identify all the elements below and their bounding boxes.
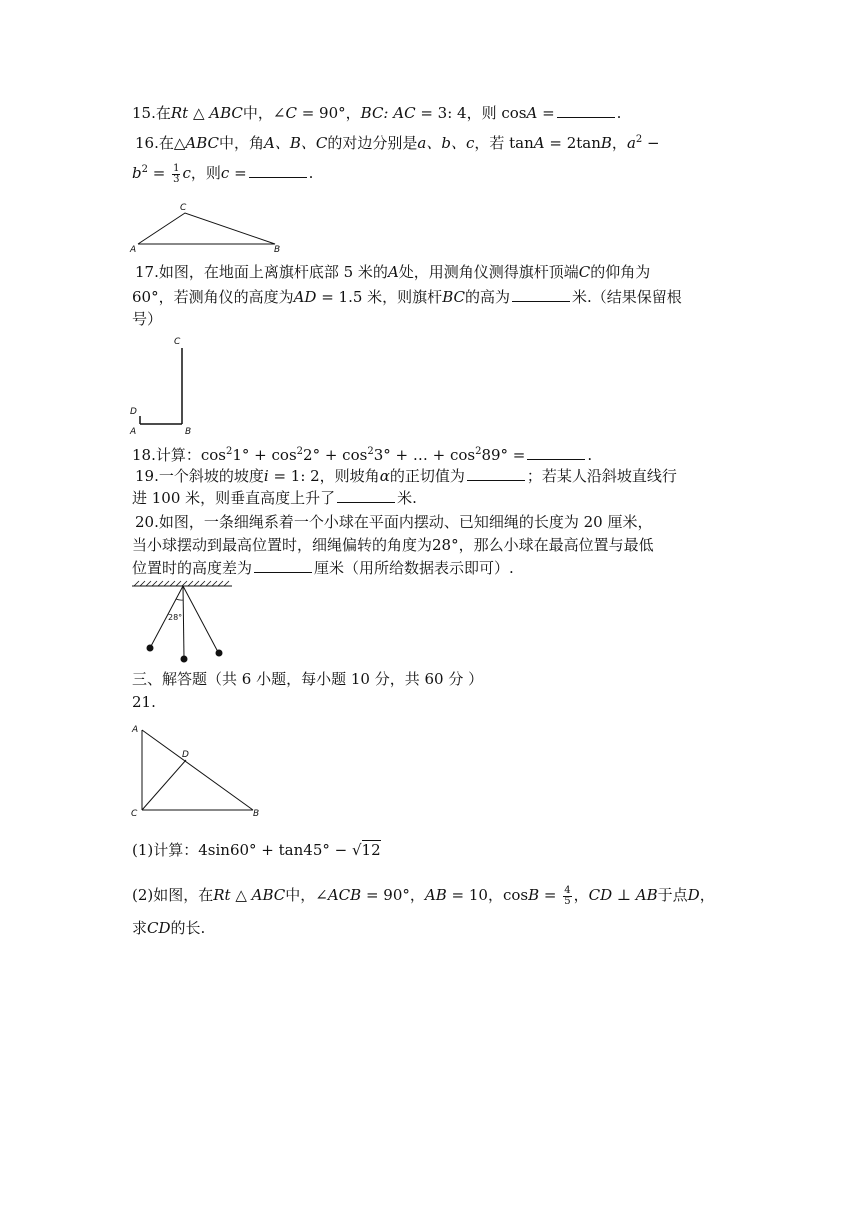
answer-blank[interactable] bbox=[557, 103, 615, 118]
q21-2-text: ， bbox=[573, 886, 589, 904]
q21-2-text: = 10，cos bbox=[446, 886, 529, 904]
question-21-part2-line2 bbox=[132, 918, 205, 938]
q20-angle: 28° bbox=[432, 536, 459, 554]
question-19-line2 bbox=[132, 488, 417, 508]
ball-right bbox=[216, 650, 223, 657]
q16-text: 16.在△ bbox=[135, 134, 186, 152]
section-3-title bbox=[132, 669, 483, 689]
q16-text: 中，角 bbox=[219, 134, 265, 152]
q16-text: ， bbox=[611, 134, 627, 152]
q21-2-text: (2)如图，在 bbox=[132, 886, 214, 904]
answer-blank[interactable] bbox=[254, 558, 312, 573]
q20-text: 位置时的高度差为 bbox=[132, 559, 253, 577]
q18-text: 89° = bbox=[481, 446, 526, 464]
q17-var: AD bbox=[293, 288, 317, 306]
label-b: B bbox=[274, 245, 281, 255]
question-21-part1 bbox=[132, 840, 381, 860]
label-c: C bbox=[174, 337, 181, 347]
q15-ratio: BC: AC bbox=[360, 104, 416, 122]
flagpole-figure-17 bbox=[128, 334, 198, 438]
q16-text: = 2tan bbox=[544, 134, 601, 152]
triangle-abc bbox=[138, 213, 275, 244]
fraction-numerator: 1 bbox=[173, 162, 180, 174]
question-18 bbox=[132, 442, 592, 465]
q16-var: A bbox=[533, 134, 545, 152]
triangle-figure-16 bbox=[128, 198, 288, 256]
q18-text: 18.计算：cos bbox=[132, 446, 226, 464]
label-a: A bbox=[130, 427, 137, 437]
fraction bbox=[172, 164, 180, 185]
q19-var: α bbox=[379, 467, 390, 485]
section-title: 三、解答题（共 6 小题，每小题 10 分，共 60 分 ） bbox=[132, 670, 484, 688]
q17-text: 号） bbox=[132, 310, 163, 328]
question-19-line1 bbox=[135, 466, 677, 486]
q21-2-text: ⊥ bbox=[612, 886, 636, 904]
q16-exp: 2 bbox=[141, 164, 148, 175]
question-17-line3 bbox=[132, 309, 162, 329]
q20-text: 厘米（用所给数据表示即可）. bbox=[314, 559, 514, 577]
q18-exp: 2 bbox=[475, 446, 482, 457]
label-c: C bbox=[131, 809, 138, 819]
sqrt-radicand: 12 bbox=[361, 841, 381, 859]
q17-text: 的高为 bbox=[464, 288, 510, 306]
label-b: B bbox=[185, 427, 192, 437]
question-21-part2-line1 bbox=[132, 885, 715, 907]
fraction-denominator: 5 bbox=[564, 895, 571, 907]
q15-text: = bbox=[537, 104, 555, 122]
label-b: B bbox=[253, 809, 260, 819]
answer-blank[interactable] bbox=[249, 163, 307, 178]
q17-text: 处，用测角仪测得旗杆顶端 bbox=[398, 263, 579, 281]
fraction bbox=[563, 886, 571, 907]
ball-center bbox=[181, 656, 188, 663]
q21-2-var: B bbox=[528, 886, 540, 904]
question-17-line1 bbox=[135, 262, 650, 282]
q21-2-var: CD bbox=[588, 886, 613, 904]
q17-var: BC bbox=[442, 288, 465, 306]
answer-blank[interactable] bbox=[512, 287, 570, 302]
q20-text: 20.如图，一条细绳系着一个小球在平面内摆动、已知细绳的长度为 20 厘米， bbox=[135, 513, 653, 531]
q19-text: ；若某人沿斜坡直线行 bbox=[526, 467, 677, 485]
string-right bbox=[183, 586, 218, 652]
fraction-numerator: 4 bbox=[564, 884, 571, 896]
q21-2-var: D bbox=[687, 886, 700, 904]
q17-text: 17.如图，在地面上离旗杆底部 5 米的 bbox=[135, 263, 388, 281]
q16-var: B bbox=[600, 134, 612, 152]
q15-var: C bbox=[285, 104, 297, 122]
q16-text: = bbox=[147, 164, 171, 182]
answer-blank[interactable] bbox=[527, 445, 585, 460]
q17-text: 米.（结果保留根 bbox=[571, 288, 682, 306]
q16-var: a bbox=[626, 134, 636, 152]
q21-2-text: = bbox=[539, 886, 562, 904]
q18-text: 3° + … + cos bbox=[373, 446, 476, 464]
q21-2-text: 的长. bbox=[170, 919, 206, 937]
q17-text: 的仰角为 bbox=[590, 263, 651, 281]
q19-text: 进 100 米，则垂直高度上升了 bbox=[132, 489, 336, 507]
q18-exp: 2 bbox=[367, 446, 374, 457]
string-center bbox=[183, 586, 184, 658]
angle-arc bbox=[176, 599, 183, 600]
q17-text: 60°，若测角仪的高度为 bbox=[132, 288, 294, 306]
q21-2-text: = 90°， bbox=[361, 886, 425, 904]
q15-var: A bbox=[526, 104, 538, 122]
q18-text: 1° + cos bbox=[232, 446, 297, 464]
q19-text: 19.一个斜坡的坡度 bbox=[135, 467, 264, 485]
altitude-cd bbox=[142, 760, 186, 810]
q15-triangle: Rt △ ABC bbox=[170, 104, 243, 122]
fraction-denominator: 3 bbox=[173, 173, 180, 185]
question-16-line2 bbox=[132, 160, 313, 185]
question-20-line3 bbox=[132, 558, 514, 578]
q16-triangle: ABC bbox=[185, 134, 220, 152]
question-20-line2 bbox=[132, 535, 654, 555]
q16-text: . bbox=[308, 164, 314, 182]
q19-text: 的正切值为 bbox=[389, 467, 465, 485]
q15-text: = 3: 4，则 cos bbox=[415, 104, 527, 122]
q16-text: − bbox=[642, 134, 660, 152]
q15-text: . bbox=[616, 104, 622, 122]
label-d: D bbox=[182, 750, 189, 760]
q17-var: A bbox=[387, 263, 399, 281]
question-16-line1 bbox=[135, 130, 660, 153]
q21-2-var: CD bbox=[147, 919, 171, 937]
q18-text: . bbox=[587, 446, 593, 464]
q21-2-text: ， bbox=[699, 886, 715, 904]
answer-blank[interactable] bbox=[337, 488, 395, 503]
angle-label: 28° bbox=[168, 613, 183, 622]
q21-2-triangle: Rt △ ABC bbox=[213, 886, 286, 904]
q16-text: 的对边分别是 bbox=[327, 134, 418, 152]
q20-text: ，那么小球在最高位置与最低 bbox=[458, 536, 654, 554]
q16-text: = bbox=[229, 164, 247, 182]
q16-sides: a、b、c bbox=[417, 134, 475, 152]
answer-blank[interactable] bbox=[467, 466, 525, 481]
q16-var: c bbox=[182, 164, 191, 182]
q16-exp: 2 bbox=[635, 134, 643, 145]
ball-left bbox=[147, 645, 154, 652]
question-17-line2 bbox=[132, 287, 682, 307]
q19-text: 米. bbox=[397, 489, 417, 507]
q17-text: = 1.5 米，则旗杆 bbox=[316, 288, 443, 306]
triangle-figure-21 bbox=[128, 720, 268, 820]
q16-var: c bbox=[220, 164, 230, 182]
q21-1-text: (1)计算：4sin60° + tan45° − bbox=[132, 841, 352, 859]
q20-text: 当小球摆动到最高位置时，细绳偏转的角度为 bbox=[132, 536, 433, 554]
ceiling-hatch bbox=[132, 581, 232, 586]
label-c: C bbox=[180, 203, 187, 213]
q21-number: 21. bbox=[132, 693, 156, 711]
q19-var: i bbox=[263, 467, 269, 485]
label-a: A bbox=[132, 725, 139, 735]
q18-exp: 2 bbox=[226, 446, 233, 457]
label-d: D bbox=[130, 407, 137, 417]
q16-var: b bbox=[132, 164, 142, 182]
q21-2-var: AB bbox=[635, 886, 658, 904]
q21-2-text: 于点 bbox=[657, 886, 688, 904]
pendulum-figure-20 bbox=[128, 578, 238, 666]
q16-text: ，则 bbox=[190, 164, 221, 182]
q21-2-text: 求 bbox=[132, 919, 148, 937]
q19-text: = 1: 2，则坡角 bbox=[268, 467, 380, 485]
q15-text: 15.在 bbox=[132, 104, 171, 122]
q21-2-text: 中，∠ bbox=[285, 886, 328, 904]
question-15 bbox=[132, 103, 621, 123]
q18-text: 2° + cos bbox=[303, 446, 368, 464]
label-a: A bbox=[130, 245, 137, 255]
q17-var: C bbox=[578, 263, 591, 281]
q21-2-var: AB bbox=[424, 886, 447, 904]
question-21-number bbox=[132, 692, 156, 712]
q15-text: 中，∠ bbox=[242, 104, 286, 122]
q21-2-var: ACB bbox=[327, 886, 362, 904]
side-ab bbox=[142, 730, 253, 810]
q15-text: = 90°， bbox=[296, 104, 361, 122]
q16-text: ，若 tan bbox=[474, 134, 534, 152]
sqrt-sign: √ bbox=[351, 841, 362, 859]
question-20-line1 bbox=[135, 512, 652, 532]
q18-exp: 2 bbox=[296, 446, 304, 457]
q16-angles: A、B、C bbox=[264, 134, 328, 152]
